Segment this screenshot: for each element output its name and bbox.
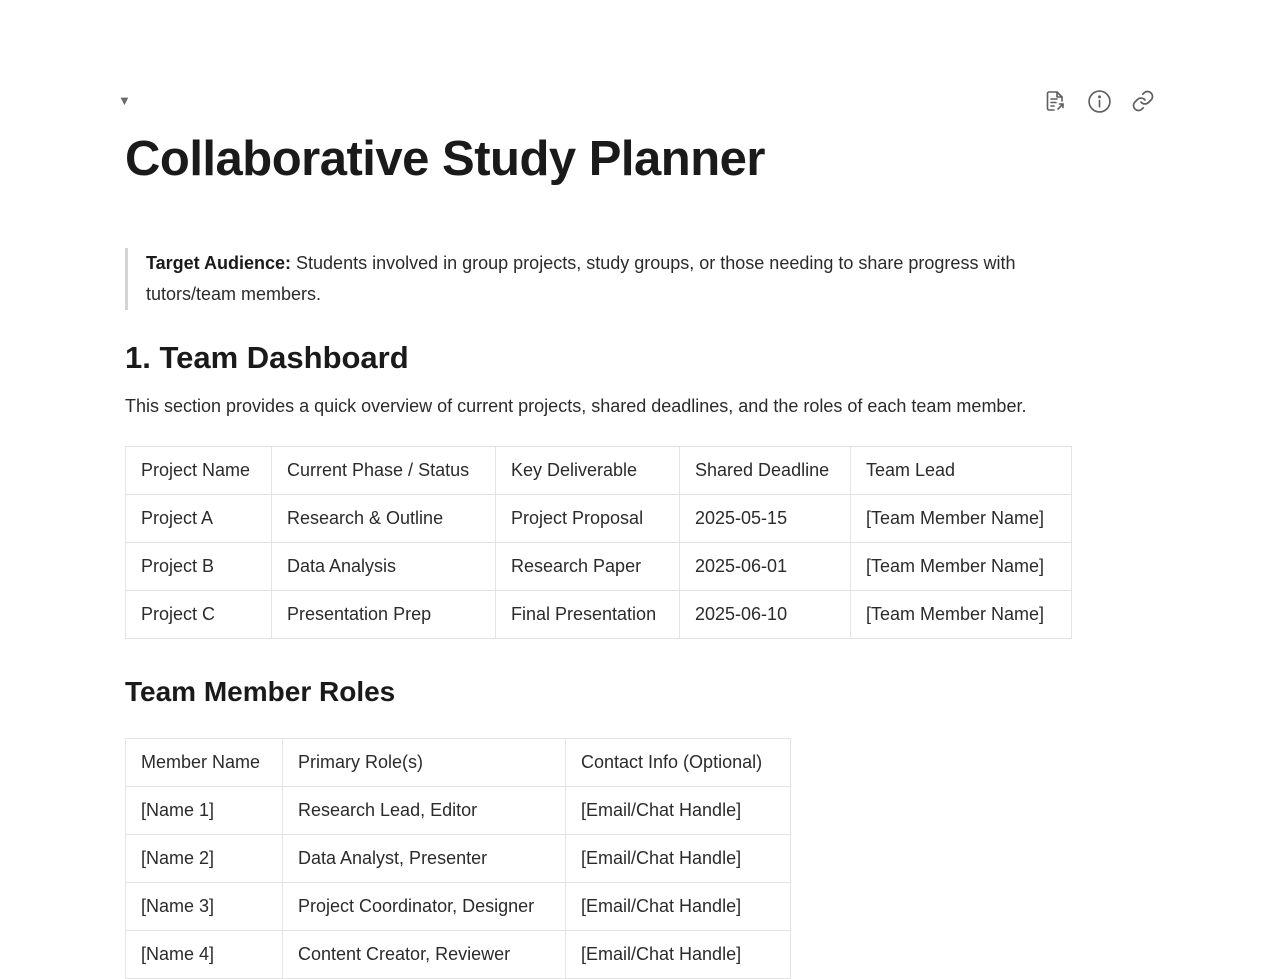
table-cell[interactable]: Project B: [126, 543, 272, 591]
table-row: [126, 591, 1072, 639]
page-toolbar: [1042, 88, 1156, 114]
table-cell[interactable]: [Team Member Name]: [851, 495, 1072, 543]
table-header-cell[interactable]: Team Lead: [851, 447, 1072, 495]
table-cell[interactable]: Research Lead, Editor: [283, 787, 566, 835]
table-cell[interactable]: [Name 3]: [126, 883, 283, 931]
target-audience-callout: [125, 248, 1106, 310]
collapse-toggle-icon[interactable]: ▼: [118, 93, 131, 108]
page-title: Collaborative Study Planner: [125, 132, 765, 186]
table-cell[interactable]: Project Proposal: [496, 495, 680, 543]
section-heading-team-dashboard: 1. Team Dashboard: [125, 340, 409, 375]
table-header-row: [126, 447, 1072, 495]
table-row: [126, 787, 791, 835]
table-cell[interactable]: 2025-06-10: [680, 591, 851, 639]
team-dashboard-table: [125, 446, 1072, 639]
info-icon[interactable]: [1086, 88, 1112, 114]
table-cell[interactable]: 2025-05-15: [680, 495, 851, 543]
table-cell[interactable]: [Email/Chat Handle]: [566, 931, 791, 979]
table-cell[interactable]: [Team Member Name]: [851, 543, 1072, 591]
table-cell[interactable]: Project C: [126, 591, 272, 639]
link-icon[interactable]: [1130, 88, 1156, 114]
table-cell[interactable]: [Email/Chat Handle]: [566, 787, 791, 835]
table-cell[interactable]: Project Coordinator, Designer: [283, 883, 566, 931]
table-header-cell[interactable]: Key Deliverable: [496, 447, 680, 495]
table-cell[interactable]: 2025-06-01: [680, 543, 851, 591]
table-cell[interactable]: Data Analysis: [272, 543, 496, 591]
table-row: [126, 931, 791, 979]
table-cell[interactable]: [Team Member Name]: [851, 591, 1072, 639]
table-row: [126, 495, 1072, 543]
table-cell[interactable]: Presentation Prep: [272, 591, 496, 639]
table-cell[interactable]: Project A: [126, 495, 272, 543]
table-cell[interactable]: [Name 1]: [126, 787, 283, 835]
table-cell[interactable]: [Name 2]: [126, 835, 283, 883]
table-header-cell[interactable]: Member Name: [126, 739, 283, 787]
table-cell[interactable]: [Email/Chat Handle]: [566, 883, 791, 931]
table-header-cell[interactable]: Contact Info (Optional): [566, 739, 791, 787]
callout-text: Students involved in group projects, study groups, or those needing to share progress with tutors/team members.: [146, 253, 1016, 304]
table-row: [126, 835, 791, 883]
table-row: [126, 883, 791, 931]
table-cell[interactable]: [Name 4]: [126, 931, 283, 979]
section-description: This section provides a quick overview of current projects, shared deadlines, and the roles of each team member.: [125, 396, 1027, 416]
table-cell[interactable]: [Email/Chat Handle]: [566, 835, 791, 883]
section-heading-team-member-roles: Team Member Roles: [125, 676, 396, 707]
table-cell[interactable]: Content Creator, Reviewer: [283, 931, 566, 979]
table-cell[interactable]: Data Analyst, Presenter: [283, 835, 566, 883]
callout-label: Target Audience:: [146, 253, 292, 273]
table-cell[interactable]: Research & Outline: [272, 495, 496, 543]
table-header-cell[interactable]: Primary Role(s): [283, 739, 566, 787]
table-header-row: [126, 739, 791, 787]
table-row: [126, 543, 1072, 591]
table-header-cell[interactable]: Current Phase / Status: [272, 447, 496, 495]
team-member-roles-table: [125, 738, 791, 979]
table-header-cell[interactable]: Shared Deadline: [680, 447, 851, 495]
table-cell[interactable]: Final Presentation: [496, 591, 680, 639]
page-export-icon[interactable]: [1042, 88, 1068, 114]
table-header-cell[interactable]: Project Name: [126, 447, 272, 495]
table-cell[interactable]: Research Paper: [496, 543, 680, 591]
